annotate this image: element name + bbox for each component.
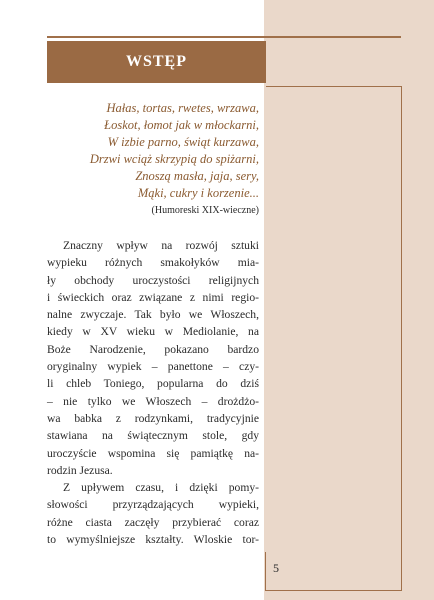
poem-line: W izbie parno, świąt kurzawa,: [107, 135, 259, 149]
text-line: uroczyście wspomina się pamiątkę na-: [47, 446, 259, 460]
chapter-title-bar: [47, 41, 266, 83]
frame-bottom-line: [266, 590, 402, 591]
poem-line: Mąki, cukry i korzenie...: [137, 186, 259, 200]
text-line: Z upływem czasu, i dzięki pomy-: [63, 481, 259, 495]
top-rule: [47, 36, 401, 38]
text-line: li chleb Toniego, popularna do dziś: [47, 377, 259, 391]
poem-line: Hałas, tortas, rwetes, wrzawa,: [106, 101, 259, 115]
body-text: [47, 237, 259, 548]
frame-top-line: [266, 86, 401, 87]
epigraph-poem: [60, 100, 259, 218]
poem-line: Znoszą masła, jaja, sery,: [135, 169, 259, 183]
text-line: słowości przyrządzających wypieki,: [47, 498, 259, 512]
right-margin-panel: [264, 0, 434, 600]
paragraph-2: [47, 479, 259, 548]
text-line: to wymyślniejsze kształty. Wloskie tor-: [47, 533, 259, 547]
text-line: – nie tylko we Włoszech – drożdżo-: [47, 394, 259, 408]
poem-line: Drzwi wciąż skrzypią do spiżarni,: [89, 152, 259, 166]
text-line: oryginalny wypiek – panettone – czy-: [47, 360, 259, 374]
poem-line: Łoskot, łomot jak w młockarni,: [104, 118, 259, 132]
text-line: nalne zwyczaje. Tak było we Włoszech,: [47, 308, 259, 322]
text-line: Znaczny wpływ na rozwój sztuki: [63, 239, 259, 252]
text-line: różne ciasta zaczęły przybierać coraz: [47, 515, 259, 529]
text-line: wa babka z rodzynkami, tradycyjnie: [47, 411, 259, 425]
text-line: i świeckich oraz związane z nimi regio-: [47, 290, 259, 304]
poem-source: (Humoreski XIX-wieczne): [151, 205, 259, 216]
text-line: ły obchody uroczystości religijnych: [47, 273, 259, 287]
text-line: rodzin Jezusa.: [47, 463, 113, 477]
chapter-title: WSTĘP: [125, 53, 187, 70]
text-line: Boże Narodzenie, pokazano bardzo: [47, 342, 259, 356]
frame-left-line: [265, 552, 266, 591]
page-number: 5: [273, 561, 279, 575]
text-line: kiedy w XV wieku w Mediolanie, na: [47, 325, 259, 339]
paragraph-1: [47, 237, 259, 479]
text-line: wypieku różnych smakołyków mia-: [47, 256, 259, 270]
frame-right-line: [401, 86, 402, 590]
text-line: stawiana na świątecznym stole, gdy: [47, 429, 259, 443]
